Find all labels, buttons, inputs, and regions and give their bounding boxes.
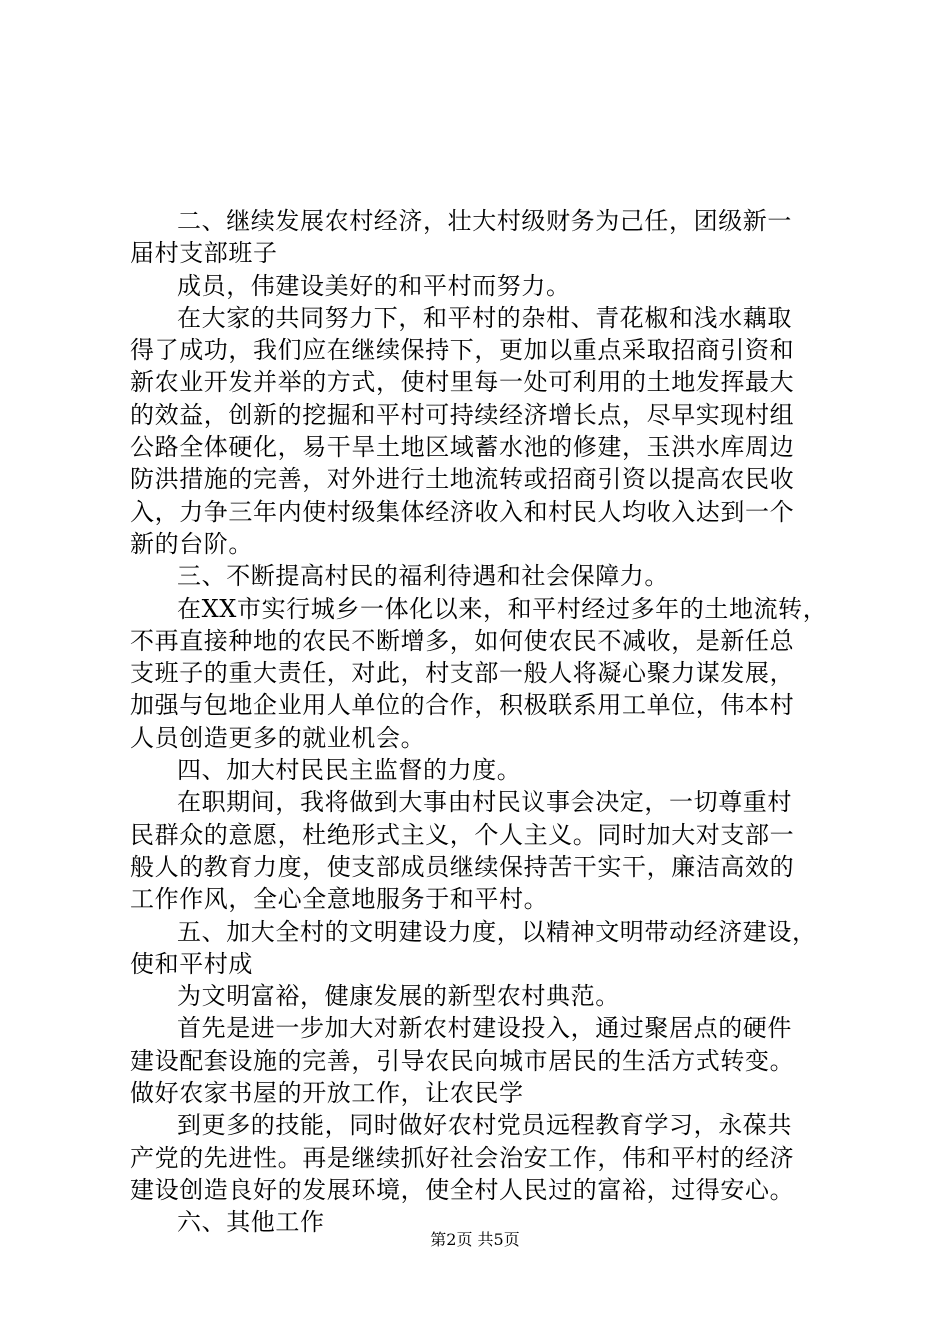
text-line: 使和平村成 [130,949,253,978]
text-line: 支班子的重大责任，对此，村支部一般人将凝心聚力谋发展， [130,659,795,688]
text-line: 加强与包地企业用人单位的合作，积极联系用工单位，伟本村 [130,691,795,720]
page-footer: 第2页 共5页 [430,1230,520,1249]
text-line: 届村支部班子 [130,239,278,268]
text-line: 成员，伟建设美好的和平村而努力。 [177,271,571,300]
text-line: 为文明富裕，健康发展的新型农村典范。 [177,982,620,1011]
text-line: 四、加大村民民主监督的力度。 [177,756,522,785]
text-line: 新农业开发并举的方式，使村里每一处可利用的土地发挥最大 [130,368,795,397]
text-line: 建设创造良好的发展环境，使全村人民过的富裕，过得安心。 [130,1175,795,1204]
text-line: 入，力争三年内使村级集体经济收入和村民人均收入达到一个 [130,497,795,526]
text-line: 做好农家书屋的开放工作，让农民学 [130,1079,524,1108]
text-line: 公路全体硬化，易干旱土地区域蓄水池的修建，玉洪水库周边 [130,433,795,462]
text-line: 首先是进一步加大对新农村建设投入，通过聚居点的硬件 [177,1014,792,1043]
text-line: 人员创造更多的就业机会。 [130,723,426,752]
text-line: 在XX市实行城乡一体化以来，和平村经过多年的土地流转， [177,594,828,623]
text-line: 三、不断提高村民的福利待遇和社会保障力。 [177,562,669,591]
text-line: 在大家的共同努力下，和平村的杂柑、青花椒和浅水藕取 [177,303,792,332]
text-line: 六、其他工作 [177,1208,325,1237]
text-line: 般人的教育力度，使支部成员继续保持苦干实干，廉洁高效的 [130,852,795,881]
text-line: 的效益，创新的挖掘和平村可持续经济增长点，尽早实现村组 [130,400,795,429]
text-line: 在职期间，我将做到大事由村民议事会决定，一切尊重村 [177,788,792,817]
text-line: 二、继续发展农村经济，壮大村级财务为己任，团级新一 [177,207,792,235]
text-line: 工作作风，全心全意地服务于和平村。 [130,885,549,914]
text-line: 五、加大全村的文明建设力度，以精神文明带动经济建设， [177,917,817,946]
text-line: 新的台阶。 [130,529,253,558]
text-line: 产党的先进性。再是继续抓好社会治安工作，伟和平村的经济 [130,1143,795,1172]
document-body [130,205,850,1239]
text-line: 防洪措施的完善，对外进行土地流转或招商引资以提高农民收 [130,465,795,494]
text-line: 不再直接种地的农民不断增多，如何使农民不减收，是新任总 [130,626,795,655]
text-line: 得了成功，我们应在继续保持下，更加以重点采取招商引资和 [130,336,795,365]
text-line: 到更多的技能，同时做好农村党员远程教育学习，永葆共 [177,1111,792,1140]
text-line: 民群众的意愿，杜绝形式主义，个人主义。同时加大对支部一 [130,820,795,849]
text-line: 建设配套设施的完善，引导农民向城市居民的生活方式转变。 [130,1046,795,1075]
